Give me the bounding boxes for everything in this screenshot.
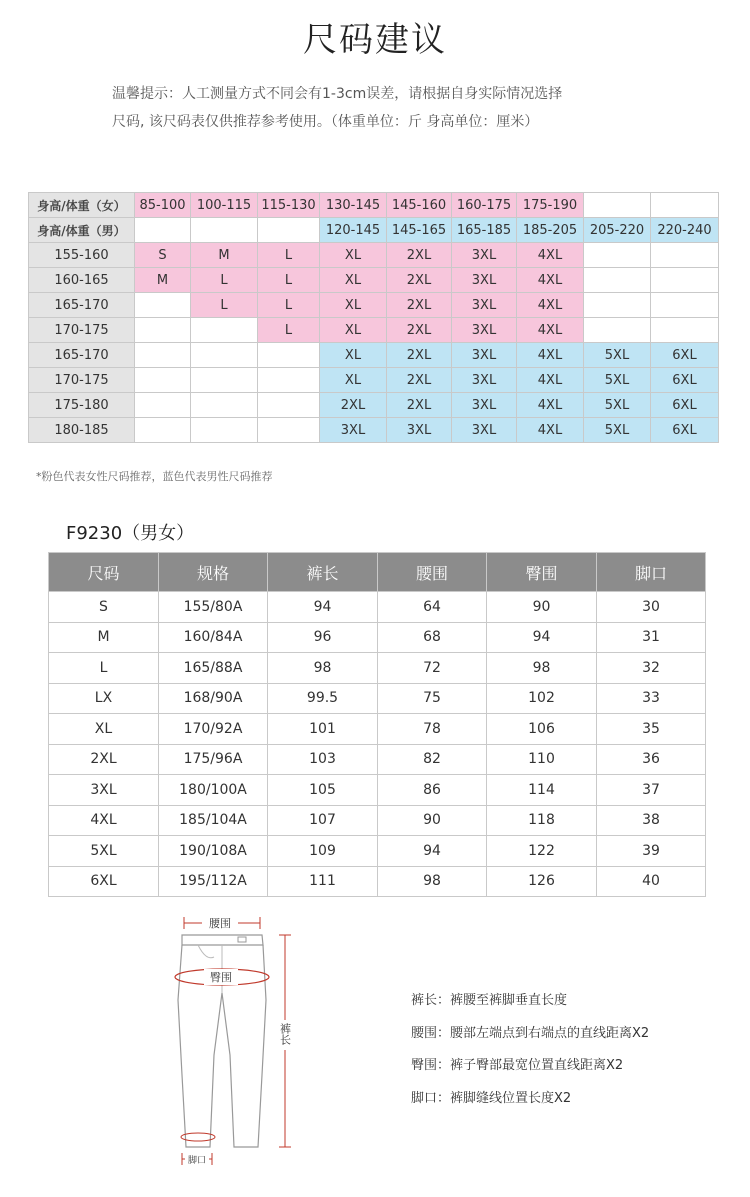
size-cell: L bbox=[258, 243, 320, 268]
table-cell: 111 bbox=[268, 866, 378, 897]
size-cell: 2XL bbox=[387, 343, 452, 368]
table-cell: 94 bbox=[268, 592, 378, 623]
size-cell: 4XL bbox=[517, 293, 584, 318]
size-row bbox=[29, 368, 719, 393]
female-weight-range: 100-115 bbox=[191, 193, 258, 218]
table-cell: 4XL bbox=[49, 805, 159, 836]
size-cell: XL bbox=[320, 343, 387, 368]
size-cell bbox=[258, 418, 320, 443]
male-header-label: 身高/体重（男） bbox=[29, 218, 135, 243]
size-cell: 2XL bbox=[387, 393, 452, 418]
male-weight-range bbox=[191, 218, 258, 243]
table-cell: 98 bbox=[378, 866, 487, 897]
waist-label: 腰围 bbox=[209, 917, 231, 930]
size-cell bbox=[258, 368, 320, 393]
table-cell: 40 bbox=[597, 866, 706, 897]
size-cell: 3XL bbox=[452, 418, 517, 443]
table-cell: 6XL bbox=[49, 866, 159, 897]
table-row bbox=[49, 744, 706, 775]
size-cell: 2XL bbox=[387, 368, 452, 393]
size-cell: 4XL bbox=[517, 393, 584, 418]
table-cell: 106 bbox=[487, 714, 597, 745]
size-cell bbox=[191, 418, 258, 443]
size-cell: 2XL bbox=[320, 393, 387, 418]
column-header: 尺码 bbox=[49, 553, 159, 592]
height-range: 165-170 bbox=[29, 343, 135, 368]
size-cell: 4XL bbox=[517, 368, 584, 393]
size-cell: 4XL bbox=[517, 243, 584, 268]
table-row bbox=[49, 836, 706, 867]
size-row bbox=[29, 343, 719, 368]
table-cell: 90 bbox=[378, 805, 487, 836]
color-note: *粉色代表女性尺码推荐，蓝色代表男性尺码推荐 bbox=[36, 470, 273, 483]
size-cell: 2XL bbox=[387, 293, 452, 318]
table-cell: 160/84A bbox=[159, 622, 268, 653]
size-cell: 3XL bbox=[452, 268, 517, 293]
legend-hip: 臀围：裤子臀部最宽位置直线距离X2 bbox=[411, 1058, 624, 1073]
size-row bbox=[29, 243, 719, 268]
height-range: 170-175 bbox=[29, 318, 135, 343]
size-cell: 3XL bbox=[452, 393, 517, 418]
male-weight-range: 120-145 bbox=[320, 218, 387, 243]
female-weight-range bbox=[584, 193, 651, 218]
size-cell: L bbox=[191, 268, 258, 293]
size-cell: 5XL bbox=[584, 393, 651, 418]
size-cell bbox=[584, 268, 651, 293]
table-cell: 114 bbox=[487, 775, 597, 806]
table-cell: 39 bbox=[597, 836, 706, 867]
male-weight-range: 220-240 bbox=[651, 218, 719, 243]
size-recommendation-table bbox=[28, 192, 719, 443]
female-weight-range: 130-145 bbox=[320, 193, 387, 218]
size-cell: XL bbox=[320, 293, 387, 318]
size-cell: 6XL bbox=[651, 368, 719, 393]
size-cell: 3XL bbox=[452, 368, 517, 393]
size-cell: 3XL bbox=[452, 318, 517, 343]
table-row bbox=[49, 714, 706, 745]
page-title: 尺码建议 bbox=[303, 20, 447, 60]
column-header: 臀围 bbox=[487, 553, 597, 592]
size-cell: XL bbox=[320, 243, 387, 268]
size-row bbox=[29, 418, 719, 443]
legend-waist: 腰围：腰部左端点到右端点的直线距离X2 bbox=[411, 1025, 650, 1041]
male-weight-range bbox=[258, 218, 320, 243]
size-cell bbox=[135, 368, 191, 393]
length-label: 裤长 bbox=[278, 1023, 292, 1045]
size-cell: 3XL bbox=[387, 418, 452, 443]
table-cell: 190/108A bbox=[159, 836, 268, 867]
size-cell bbox=[191, 343, 258, 368]
table-cell: 109 bbox=[268, 836, 378, 867]
size-cell: 4XL bbox=[517, 418, 584, 443]
table-cell: 98 bbox=[268, 653, 378, 684]
table-row bbox=[49, 775, 706, 806]
size-row bbox=[29, 268, 719, 293]
size-cell: 4XL bbox=[517, 318, 584, 343]
height-range: 155-160 bbox=[29, 243, 135, 268]
hem-label: 脚口 bbox=[187, 1156, 207, 1166]
size-cell bbox=[584, 293, 651, 318]
size-cell: 5XL bbox=[584, 368, 651, 393]
size-cell: L bbox=[191, 293, 258, 318]
table-cell: 94 bbox=[378, 836, 487, 867]
size-cell bbox=[135, 293, 191, 318]
table-cell: 99.5 bbox=[268, 683, 378, 714]
female-weight-range: 175-190 bbox=[517, 193, 584, 218]
column-header: 脚口 bbox=[597, 553, 706, 592]
male-weight-range: 145-165 bbox=[387, 218, 452, 243]
size-cell: 5XL bbox=[584, 418, 651, 443]
table-cell: 195/112A bbox=[159, 866, 268, 897]
table-cell: 5XL bbox=[49, 836, 159, 867]
legend-hem: 脚口：裤脚缝线位置长度X2 bbox=[411, 1090, 572, 1106]
table-cell: 165/88A bbox=[159, 653, 268, 684]
size-row bbox=[29, 393, 719, 418]
table-cell: 32 bbox=[597, 653, 706, 684]
height-range: 180-185 bbox=[29, 418, 135, 443]
height-range: 160-165 bbox=[29, 268, 135, 293]
table-cell: 180/100A bbox=[159, 775, 268, 806]
notice-line-2: 尺码, 该尺码表仅供推荐参考使用。（体重单位：斤 身高单位：厘米） bbox=[112, 114, 539, 130]
table-cell: 98 bbox=[487, 653, 597, 684]
table-cell: 75 bbox=[378, 683, 487, 714]
table-cell: 35 bbox=[597, 714, 706, 745]
table-cell: M bbox=[49, 622, 159, 653]
size-cell: 4XL bbox=[517, 343, 584, 368]
column-header: 裤长 bbox=[268, 553, 378, 592]
table-cell: 30 bbox=[597, 592, 706, 623]
table-cell: 185/104A bbox=[159, 805, 268, 836]
size-cell: M bbox=[135, 268, 191, 293]
female-weight-range: 160-175 bbox=[452, 193, 517, 218]
table-cell: 110 bbox=[487, 744, 597, 775]
size-cell: XL bbox=[320, 368, 387, 393]
table-cell: 86 bbox=[378, 775, 487, 806]
table-cell: 155/80A bbox=[159, 592, 268, 623]
size-cell: 2XL bbox=[387, 268, 452, 293]
size-cell bbox=[191, 318, 258, 343]
product-title: F9230（男女） bbox=[66, 523, 195, 544]
size-cell: 5XL bbox=[584, 343, 651, 368]
size-cell: 3XL bbox=[452, 293, 517, 318]
height-range: 170-175 bbox=[29, 368, 135, 393]
table-cell: 82 bbox=[378, 744, 487, 775]
male-header-row bbox=[29, 218, 719, 243]
size-cell: L bbox=[258, 268, 320, 293]
size-cell bbox=[135, 393, 191, 418]
size-cell bbox=[651, 243, 719, 268]
female-weight-range bbox=[651, 193, 719, 218]
size-row bbox=[29, 318, 719, 343]
table-cell: S bbox=[49, 592, 159, 623]
size-cell: 6XL bbox=[651, 393, 719, 418]
table-cell: 126 bbox=[487, 866, 597, 897]
size-cell bbox=[651, 318, 719, 343]
table-row bbox=[49, 592, 706, 623]
size-cell: L bbox=[258, 318, 320, 343]
size-cell: 3XL bbox=[320, 418, 387, 443]
table-cell: LX bbox=[49, 683, 159, 714]
table-row bbox=[49, 683, 706, 714]
notice bbox=[112, 80, 562, 136]
male-weight-range bbox=[135, 218, 191, 243]
size-cell: M bbox=[191, 243, 258, 268]
size-cell bbox=[584, 318, 651, 343]
table-cell: 2XL bbox=[49, 744, 159, 775]
table-cell: 3XL bbox=[49, 775, 159, 806]
notice-line-1: 温馨提示：人工测量方式不同会有1-3cm误差，请根据自身实际情况选择 bbox=[112, 86, 563, 102]
table-cell: 118 bbox=[487, 805, 597, 836]
table-cell: 175/96A bbox=[159, 744, 268, 775]
size-cell: XL bbox=[320, 318, 387, 343]
size-cell: 3XL bbox=[452, 243, 517, 268]
size-cell bbox=[135, 418, 191, 443]
female-weight-range: 145-160 bbox=[387, 193, 452, 218]
female-header-label: 身高/体重（女） bbox=[29, 193, 135, 218]
table-cell: 33 bbox=[597, 683, 706, 714]
size-cell bbox=[258, 343, 320, 368]
pants-diagram bbox=[160, 905, 310, 1170]
table-cell: XL bbox=[49, 714, 159, 745]
size-row bbox=[29, 293, 719, 318]
size-cell bbox=[191, 393, 258, 418]
table-cell: 122 bbox=[487, 836, 597, 867]
table-cell: 168/90A bbox=[159, 683, 268, 714]
table-cell: 94 bbox=[487, 622, 597, 653]
size-cell bbox=[191, 368, 258, 393]
size-cell bbox=[135, 343, 191, 368]
table-cell: 90 bbox=[487, 592, 597, 623]
size-cell: 6XL bbox=[651, 418, 719, 443]
table-cell: 103 bbox=[268, 744, 378, 775]
male-weight-range: 185-205 bbox=[517, 218, 584, 243]
column-header: 腰围 bbox=[378, 553, 487, 592]
size-cell bbox=[584, 243, 651, 268]
column-header: 规格 bbox=[159, 553, 268, 592]
legend-length: 裤长：裤腰至裤脚垂直长度 bbox=[411, 993, 568, 1008]
table-cell: 64 bbox=[378, 592, 487, 623]
table-cell: 101 bbox=[268, 714, 378, 745]
product-size-table bbox=[48, 552, 706, 897]
size-cell bbox=[651, 293, 719, 318]
male-weight-range: 165-185 bbox=[452, 218, 517, 243]
size-cell: 6XL bbox=[651, 343, 719, 368]
height-range: 165-170 bbox=[29, 293, 135, 318]
table-row bbox=[49, 653, 706, 684]
female-weight-range: 115-130 bbox=[258, 193, 320, 218]
table-cell: L bbox=[49, 653, 159, 684]
size-cell: 4XL bbox=[517, 268, 584, 293]
table-cell: 68 bbox=[378, 622, 487, 653]
measurement-legend bbox=[411, 985, 649, 1115]
table-row bbox=[49, 866, 706, 897]
size-cell bbox=[258, 393, 320, 418]
female-weight-range: 85-100 bbox=[135, 193, 191, 218]
size-cell bbox=[135, 318, 191, 343]
table-cell: 102 bbox=[487, 683, 597, 714]
table-cell: 72 bbox=[378, 653, 487, 684]
size-cell: 2XL bbox=[387, 318, 452, 343]
table-cell: 105 bbox=[268, 775, 378, 806]
table-cell: 78 bbox=[378, 714, 487, 745]
table-cell: 96 bbox=[268, 622, 378, 653]
size-cell bbox=[651, 268, 719, 293]
table-cell: 31 bbox=[597, 622, 706, 653]
table-cell: 38 bbox=[597, 805, 706, 836]
table-cell: 107 bbox=[268, 805, 378, 836]
size-cell: 3XL bbox=[452, 343, 517, 368]
size-cell: L bbox=[258, 293, 320, 318]
size-cell: S bbox=[135, 243, 191, 268]
table-cell: 170/92A bbox=[159, 714, 268, 745]
table-cell: 36 bbox=[597, 744, 706, 775]
table-row bbox=[49, 622, 706, 653]
female-header-row bbox=[29, 193, 719, 218]
table-row bbox=[49, 805, 706, 836]
size-cell: XL bbox=[320, 268, 387, 293]
hip-label: 臀围 bbox=[210, 971, 232, 984]
height-range: 175-180 bbox=[29, 393, 135, 418]
table-cell: 37 bbox=[597, 775, 706, 806]
size-cell: 2XL bbox=[387, 243, 452, 268]
male-weight-range: 205-220 bbox=[584, 218, 651, 243]
